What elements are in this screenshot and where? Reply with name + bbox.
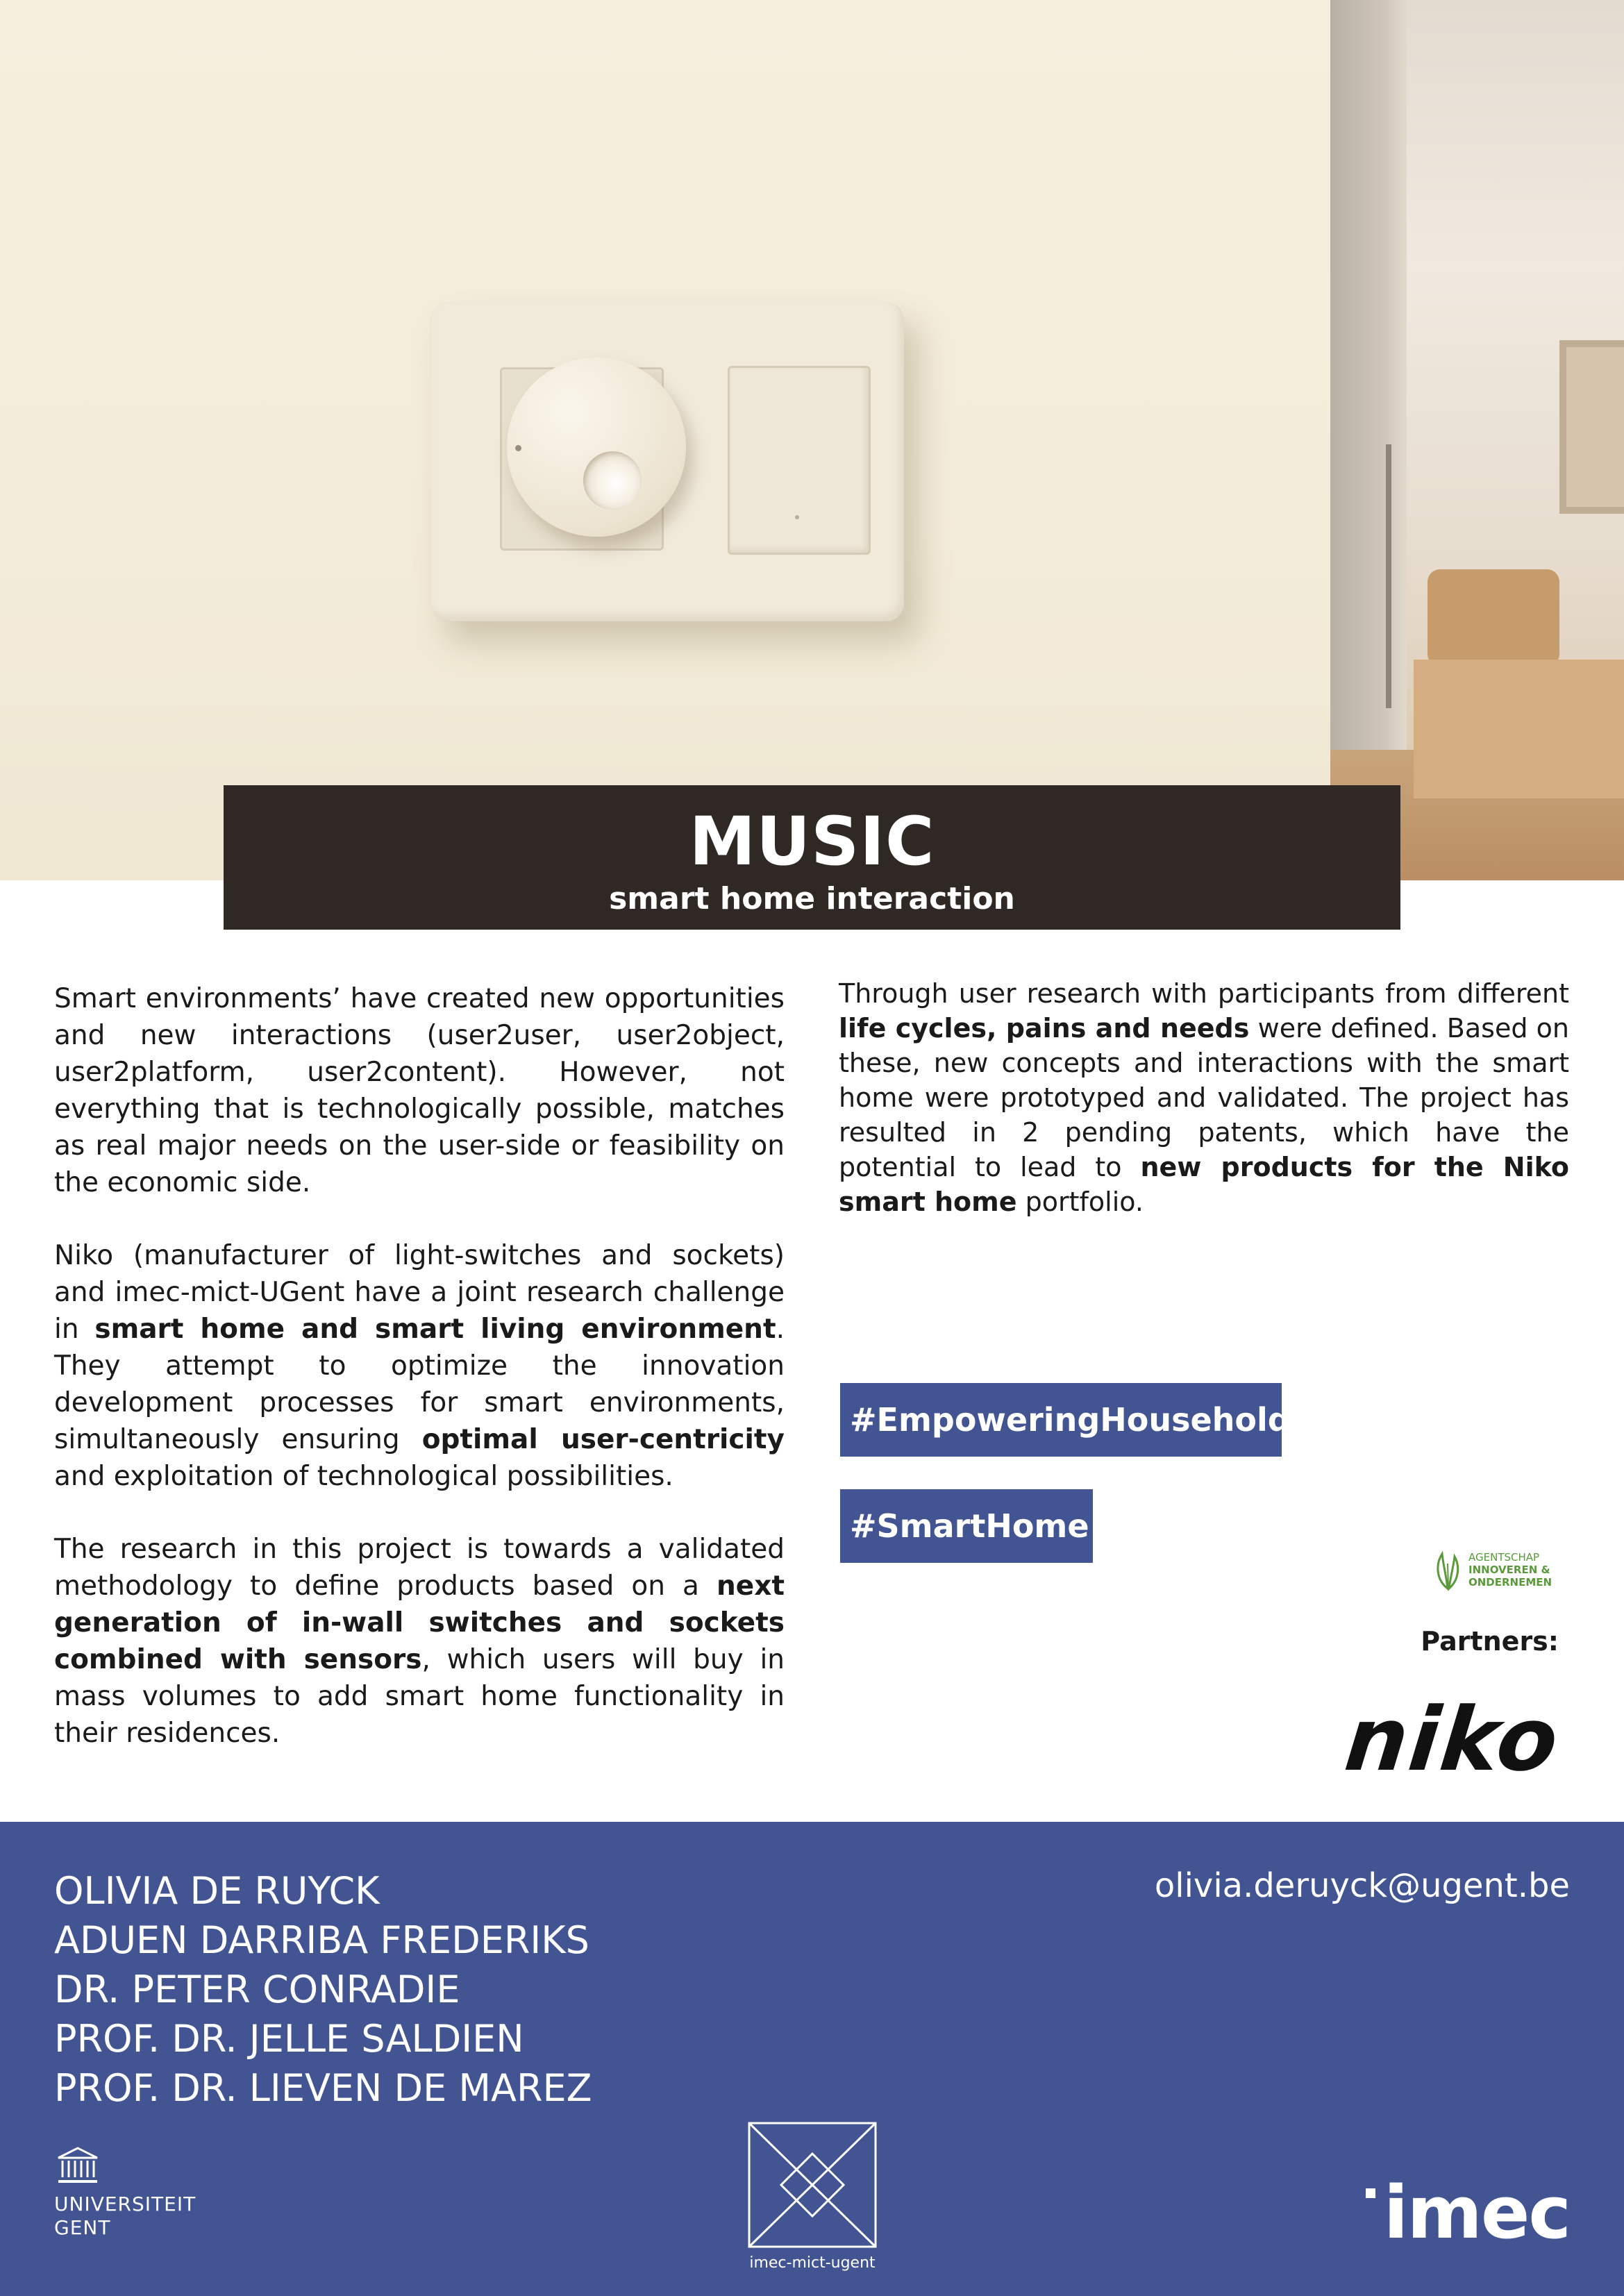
- agency-name-line: AGENTSCHAP: [1468, 1551, 1540, 1564]
- text-run: were defined. Based on these, new concepts and interactions with the smart home were prototyped and validated. The project has resulted in 2 pending patents, which have the potential to lead to: [839, 1013, 1569, 1182]
- text-run: Niko (manufacturer of light-switches and sockets) and imec-mict-UGent have a joint research challenge in: [54, 1240, 785, 1345]
- bold-run: life cycles, pains and needs: [839, 1013, 1250, 1044]
- research-paragraph: [54, 1531, 785, 1752]
- footer: [0, 1822, 1624, 2296]
- room-chair-back: [1428, 569, 1559, 667]
- rotary-dial: [507, 358, 686, 537]
- text-run: . They attempt to optimize the innovation development processes for smart environments, simultaneously ensuring: [54, 1314, 785, 1455]
- wall-switch-plate: [430, 302, 904, 621]
- text-run: Through user research with participants from different: [839, 978, 1569, 1009]
- text-run: portfolio.: [1016, 1187, 1144, 1217]
- author-list: [54, 1866, 818, 2113]
- partners-label: Partners:: [1421, 1626, 1559, 1657]
- agency-name: [1468, 1551, 1552, 1589]
- title-bar: [224, 785, 1400, 930]
- author-name: ADUEN DARRIBA FREDERIKS: [54, 1918, 589, 1962]
- room-window: [1330, 0, 1407, 880]
- mict-x-logo-icon: [746, 2120, 878, 2249]
- imec-logo-dot: [1366, 2188, 1375, 2198]
- imec-wordmark: imec: [1383, 2170, 1570, 2255]
- ugent-name-line: GENT: [54, 2216, 111, 2239]
- agency-leaf-icon: [1432, 1550, 1463, 1591]
- ugent-logo: [54, 2147, 207, 2265]
- room-picture-frame: [1559, 340, 1624, 514]
- mict-logo: [746, 2120, 878, 2280]
- mict-label: imec-mict-ugent: [749, 2254, 876, 2272]
- ugent-building-icon: [56, 2147, 100, 2186]
- switch-slot-right: [728, 366, 871, 555]
- bold-run: new products for the Niko smart home: [839, 1152, 1569, 1217]
- intro-paragraph: Smart environments’ have created new opportunities and new interactions (user2user, user2object, user2platform, user2content). However, not everything that is technologically possible, matches as real major needs on the user-side or feasibility on the economic side.: [54, 983, 785, 1198]
- left-column: [54, 980, 785, 1788]
- room-background: [1330, 0, 1624, 880]
- ugent-name-line: UNIVERSITEIT: [54, 2193, 196, 2215]
- text-run: The research in this project is towards a validated methodology to define products based on a: [54, 1534, 785, 1602]
- agency-name-line: INNOVEREN &: [1468, 1564, 1550, 1576]
- imec-logo: [1383, 2170, 1570, 2255]
- author-name: PROF. DR. LIEVEN DE MAREZ: [54, 2066, 592, 2110]
- author-name: OLIVIA DE RUYCK: [54, 1869, 380, 1913]
- bold-run: smart home and smart living environment: [94, 1314, 776, 1345]
- bold-run: optimal user-centricity: [421, 1424, 785, 1455]
- hashtag-smart-home: #SmartHome: [840, 1489, 1093, 1563]
- switch-indicator-dot: [795, 515, 799, 519]
- agency-logo: [1432, 1547, 1571, 1597]
- text-run: , which users will buy in mass volumes to add smart home functionality in their residences.: [54, 1644, 785, 1749]
- results-paragraph: [839, 976, 1569, 1219]
- right-column: [839, 976, 1569, 1255]
- hashtag-empowering-households: #EmpoweringHouseholds: [840, 1383, 1282, 1457]
- niko-logo: niko: [1340, 1689, 1564, 1791]
- poster-subtitle: smart home interaction: [609, 881, 1015, 916]
- dial-light: [583, 451, 642, 510]
- bold-run: next generation of in-wall switches and sockets combined with sensors: [54, 1570, 785, 1675]
- author-name: DR. PETER CONRADIE: [54, 1968, 460, 2011]
- ugent-name: [54, 2193, 196, 2240]
- agency-name-line: ONDERNEMEN: [1468, 1576, 1552, 1589]
- poster-title: MUSIC: [689, 803, 935, 880]
- dial-marker: [515, 445, 521, 451]
- partnership-paragraph: [54, 1237, 785, 1495]
- text-run: and exploitation of technological possibilities.: [54, 1461, 673, 1492]
- contact-email[interactable]: olivia.deruyck@ugent.be: [1154, 1866, 1570, 1905]
- author-name: PROF. DR. JELLE SALDIEN: [54, 2017, 524, 2061]
- room-chair-seat: [1414, 660, 1624, 798]
- room-lamp: [1386, 444, 1391, 708]
- hero-photo: [0, 0, 1624, 880]
